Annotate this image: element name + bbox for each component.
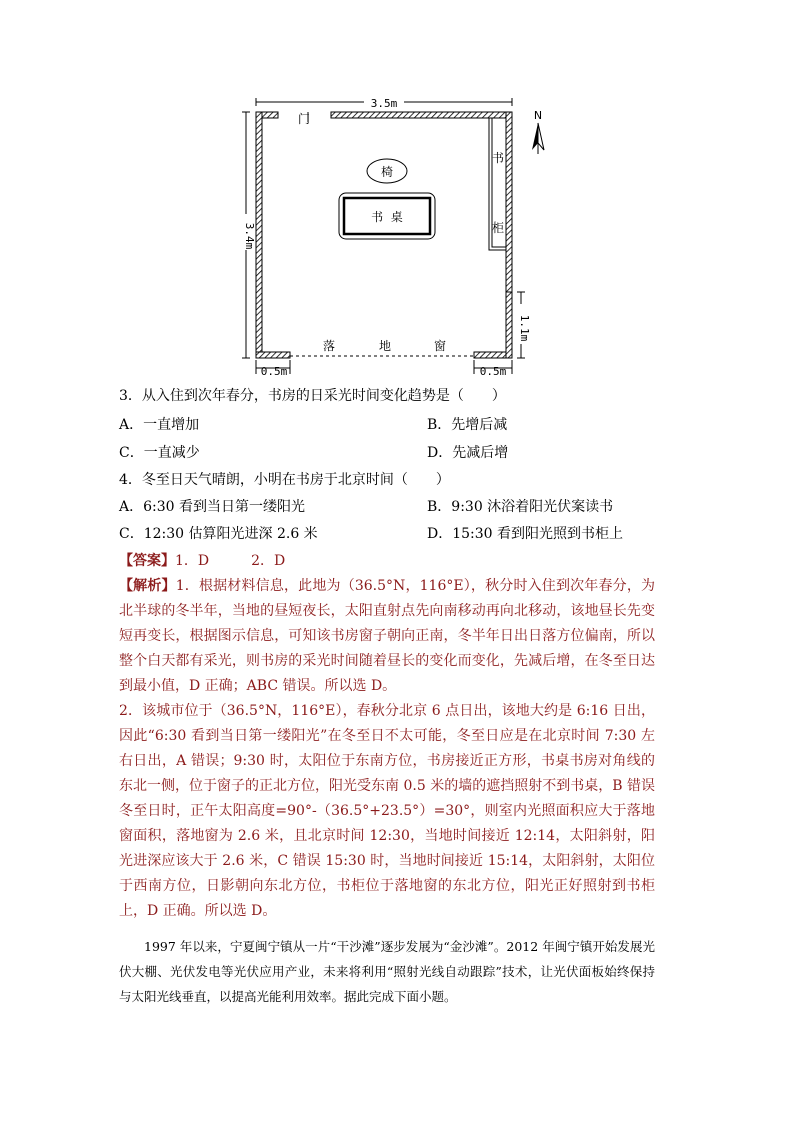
answer-tag: 【答案】 <box>119 553 175 569</box>
top-width-label: 3.5m <box>370 97 398 110</box>
bottom-right-label: 0.5m <box>479 365 507 378</box>
right-segment-label: 1.1m <box>518 314 531 342</box>
window-label-3: 窗 <box>433 339 447 353</box>
right-dimension <box>517 292 531 358</box>
left-height-label: 3.4m <box>243 222 256 250</box>
bottom-left-label: 0.5m <box>260 365 288 378</box>
left-dimension <box>242 112 256 358</box>
bottom-dimensions <box>256 360 512 378</box>
question-3-option-a: A．一直增加 <box>119 417 200 433</box>
door-label: 门 <box>297 112 311 126</box>
question-4-option-b: B．9:30 沐浴着阳光伏案读书 <box>427 499 614 515</box>
window-label-2: 地 <box>378 339 392 353</box>
question-3-option-b: B．先增后减 <box>427 417 508 433</box>
floor-plan-diagram <box>236 92 556 382</box>
analysis-block <box>119 574 655 924</box>
top-dimension <box>256 97 512 110</box>
analysis-tag: 【解析】 <box>119 578 176 594</box>
question-3-option-c: C．一直减少 <box>119 445 200 461</box>
question-4-option-d: D．15:30 看到阳光照到书柜上 <box>427 526 624 542</box>
question-3-stem: 3．从入住到次年春分，书房的日采光时间变化趋势是（ ） <box>119 388 506 404</box>
bookcase-label-1: 书 <box>491 151 505 165</box>
desk <box>339 193 435 239</box>
bookcase <box>489 118 506 250</box>
analysis-paragraph-1 <box>119 574 655 699</box>
reading-passage <box>119 934 655 1009</box>
analysis-paragraph-2: 2．该城市位于（36.5°N，116°E），春秋分北京 6 点日出，该地大约是 6:16 日出，因此“6:30 看到当日第一缕阳光”在冬至日不太可能，冬至日应是在北京时间 7:30 左右日出，A 错误；9:30 时，太阳位于东南方位，书房接近正方形，书桌书房对角线的东北一侧，位于窗子的正北方位，阳光受东南 0.5 米的墙的遮挡照射不到书桌，B 错误 冬至日时，正午太阳高度=90°-（36.5°+23.5°）=30°，则室内光照面积应大于落地窗面积，落地窗为 2.6 米，且北京时间 12:30，当地时间接近 12:14，太阳斜射，阳光进深应该大于 2.6 米，C 错误 15:30 时，当地时间接近 15:14，太阳斜射，太阳位于西南方位，日影朝向东北方位，书柜位于落地窗的东北方位，阳光正好照射到书柜上，D 正确。所以选 D。 <box>119 703 655 919</box>
question-3-option-d: D．先减后增 <box>427 445 509 461</box>
answer-text: 1．D 2．D <box>175 553 286 569</box>
question-4-stem: 4．冬至日天气晴朗，小明在书房于北京时间（ ） <box>119 472 450 488</box>
chair-label: 椅 <box>380 165 394 179</box>
chair <box>367 159 407 183</box>
svg-text:N: N <box>533 109 543 122</box>
reading-paragraph: 1997 年以来，宁夏闽宁镇从一片“干沙滩”逐步发展为“金沙滩”。2012 年闽宁镇开始发展光伏大棚、光伏发电等光伏应用产业，未来将利用“照射光线自动跟踪”技术，让光伏面板始终保持与太阳光线垂直，以提高光能利用效率。据此完成下面小题。 <box>119 939 655 1004</box>
analysis-text-1: 1．根据材料信息，此地为（36.5°N，116°E），秋分时入住到次年春分，为北半球的冬半年，当地的昼短夜长，太阳直射点先向南移动再向北移动，该地昼长先变短再变长，根据图示信息，可知该书房窗子朝向正南，冬半年日出日落方位偏南，所以整个白天都有采光，则书房的采光时间随着昼长的变化而变化，先减后增，在冬至日达到最小值，D 正确；ABC 错误。所以选 D。 <box>119 578 655 694</box>
desk-label: 书 桌 <box>371 210 403 224</box>
north-arrow-icon <box>532 109 544 154</box>
question-4-option-c: C．12:30 估算阳光进深 2.6 米 <box>119 526 318 542</box>
question-4-option-a: A．6:30 看到当日第一缕阳光 <box>119 499 305 515</box>
answer-line <box>119 551 285 571</box>
bookcase-label-2: 柜 <box>491 221 505 235</box>
window-label-1: 落 <box>322 339 336 353</box>
